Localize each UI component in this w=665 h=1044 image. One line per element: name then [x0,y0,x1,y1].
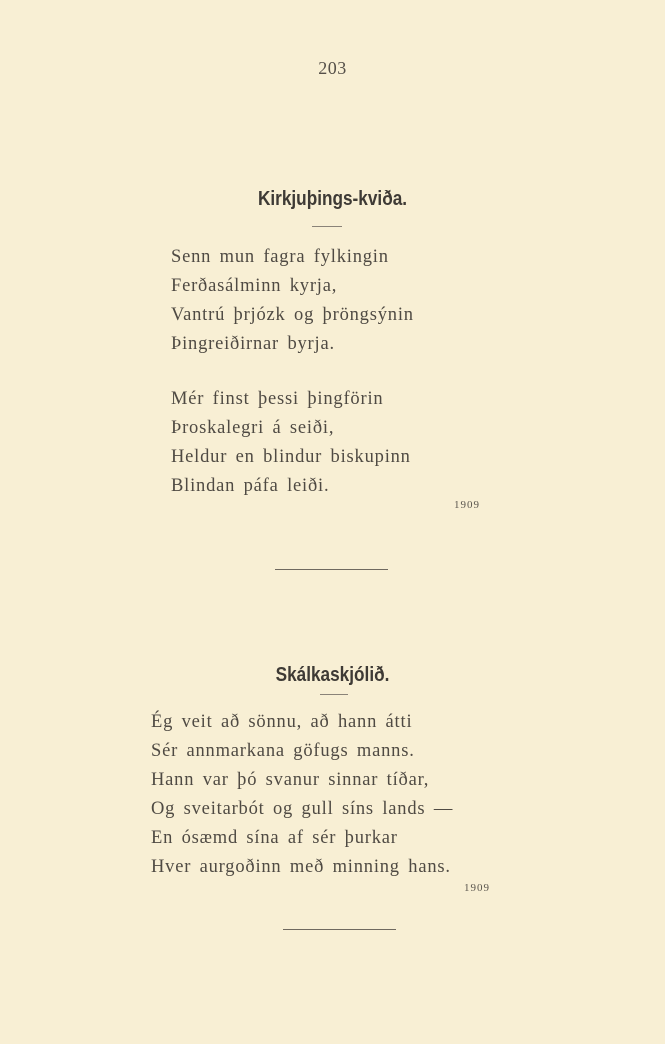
section-divider [283,929,396,930]
verse-line: Hann var þó svanur sinnar tíðar, [151,770,430,790]
title-divider [320,694,348,695]
poem-year: 1909 [454,499,480,511]
page-number: 203 [318,58,347,78]
stanza [171,385,411,501]
verse-line: Senn mun fagra fylkingin [171,247,389,267]
verse-line: Mér finst þessi þingförin [171,389,384,409]
verse-line: Hver aurgoðinn með minning hans. [151,857,451,877]
verse-line: Heldur en blindur biskupinn [171,447,411,467]
poem-title: Skálkaskjólið. [275,664,390,686]
title-divider [312,226,342,227]
verse-line: Blindan páfa leiði. [171,476,330,496]
verse-line: Og sveitarbót og gull síns lands — [151,799,454,819]
verse-line: Ég veit að sönnu, að hann átti [151,712,413,732]
poem-year: 1909 [464,882,490,894]
verse-line: Vantrú þrjózk og þröngsýnin [171,305,414,325]
stanza [151,708,453,882]
verse-line: Ferðasálminn kyrja, [171,276,338,296]
section-divider [275,569,388,570]
verse-line: Sér annmarkana göfugs manns. [151,741,415,761]
verse-line: Þroskalegri á seiði, [171,418,335,438]
verse-line: Þingreiðirnar byrja. [171,334,335,354]
poem-title: Kirkjuþings-kviða. [257,188,408,210]
stanza [171,243,414,359]
verse-line: En ósæmd sína af sér þurkar [151,828,398,848]
